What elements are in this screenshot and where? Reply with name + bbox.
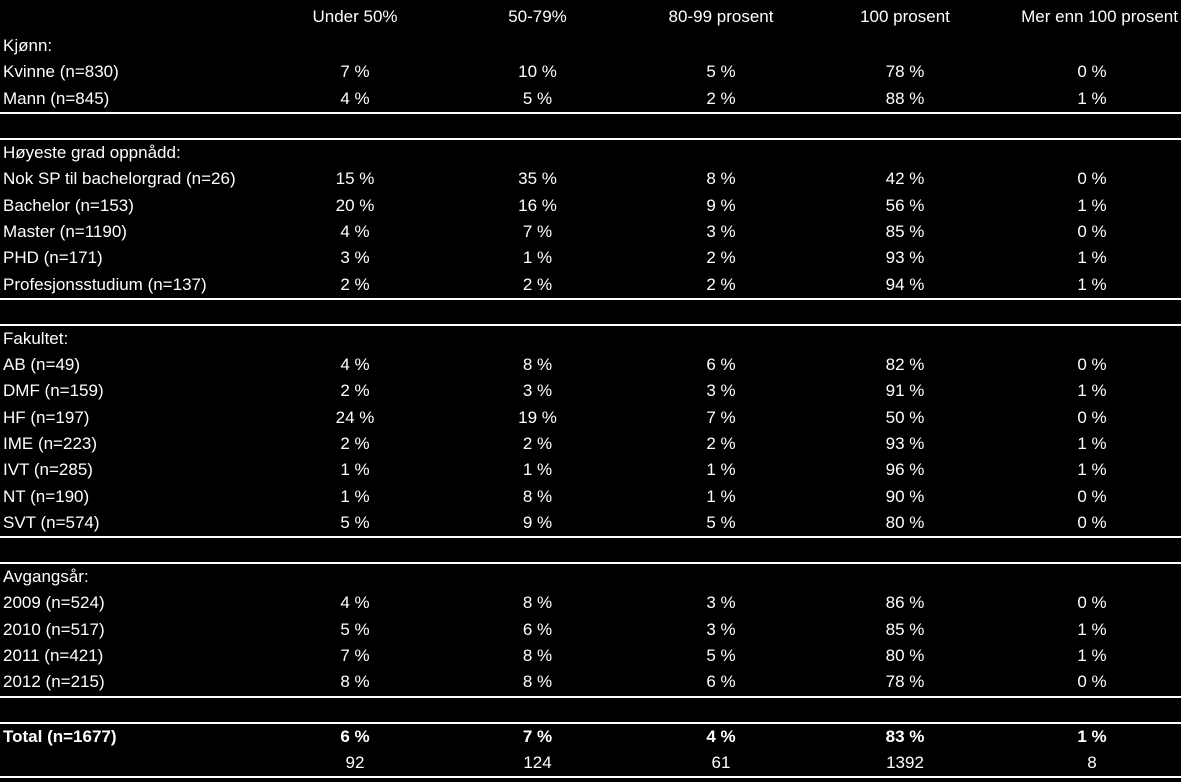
row-label: 2010 (n=517) xyxy=(3,619,105,639)
value-cell: 9 % xyxy=(440,510,635,537)
value-cell: 4 % xyxy=(340,221,370,241)
empty-cell xyxy=(440,697,635,723)
section-spacer xyxy=(0,537,1181,563)
value-cell: 86 % xyxy=(885,593,925,613)
empty-cell xyxy=(635,537,807,563)
empty-cell xyxy=(0,697,270,723)
value-cell: 5 % xyxy=(270,510,440,537)
value-cell: 82 % xyxy=(885,355,925,375)
value-cell: 2 % xyxy=(440,271,635,298)
value-cell: 7 % xyxy=(340,646,370,666)
value-cell: 1 % xyxy=(1003,86,1181,113)
row-label: Nok SP til bachelorgrad (n=26) xyxy=(3,169,236,189)
value-cell: 91 % xyxy=(885,381,925,401)
empty-cell xyxy=(270,33,440,59)
value-cell: 20 % xyxy=(335,195,375,215)
empty-cell xyxy=(807,325,1003,352)
value-cell: 93 % xyxy=(885,248,925,268)
value-cell: 1 % xyxy=(1003,271,1181,298)
total-row xyxy=(0,723,1181,750)
section-spacer xyxy=(0,299,1181,325)
value-cell: 8 % xyxy=(270,669,440,696)
value-cell: 80 % xyxy=(885,646,925,666)
total-count-row xyxy=(0,750,1181,777)
total-value-cell: 1 % xyxy=(1003,723,1181,750)
empty-cell xyxy=(440,33,635,59)
column-header: Under 50% xyxy=(312,6,398,26)
value-cell: 8 % xyxy=(522,593,553,613)
empty-cell xyxy=(635,139,807,166)
section-spacer xyxy=(0,113,1181,139)
table-row xyxy=(0,617,1181,643)
value-cell: 4 % xyxy=(340,355,370,375)
empty-cell xyxy=(807,299,1003,325)
value-cell: 90 % xyxy=(885,486,925,506)
value-cell: 0 % xyxy=(1077,593,1107,613)
value-cell: 5 % xyxy=(706,62,736,82)
value-cell: 78 % xyxy=(885,62,925,82)
value-cell: 0 % xyxy=(1003,510,1181,537)
table-row xyxy=(0,86,1181,113)
value-cell: 80 % xyxy=(807,510,1003,537)
row-label: AB (n=49) xyxy=(3,355,81,375)
empty-cell xyxy=(270,697,440,723)
empty-cell xyxy=(635,113,807,139)
empty-cell xyxy=(270,563,440,590)
value-cell: 8 % xyxy=(706,169,736,189)
value-cell: 5 % xyxy=(340,619,370,639)
value-cell: 0 % xyxy=(1077,486,1107,506)
value-cell: 1 % xyxy=(706,486,736,506)
empty-cell xyxy=(0,299,270,325)
total-label: Total (n=1677) xyxy=(0,723,270,750)
value-cell: 2 % xyxy=(706,434,736,453)
value-cell: 1 % xyxy=(1077,619,1107,639)
value-cell: 2 % xyxy=(635,86,807,113)
empty-cell xyxy=(1003,325,1181,352)
value-cell: 1 % xyxy=(706,460,736,480)
empty-cell xyxy=(635,563,807,590)
row-label: IME (n=223) xyxy=(3,434,98,453)
value-cell: 5 % xyxy=(706,646,736,666)
total-count-cell: 61 xyxy=(635,750,807,777)
empty-cell xyxy=(270,537,440,563)
table-row xyxy=(0,245,1181,271)
value-cell: 8 % xyxy=(522,486,553,506)
total-count-cell: 124 xyxy=(440,750,635,777)
total-count-cell: 92 xyxy=(270,750,440,777)
value-cell: 1 % xyxy=(1077,195,1107,215)
column-header: 100 prosent xyxy=(860,6,950,26)
section-title: Avgangsår: xyxy=(0,563,270,590)
value-cell: 8 % xyxy=(522,646,553,666)
value-cell: 94 % xyxy=(807,271,1003,298)
row-label: DMF (n=159) xyxy=(3,381,104,401)
value-cell: 6 % xyxy=(635,669,807,696)
column-header: Mer enn 100 prosent xyxy=(1021,6,1178,26)
value-cell: 4 % xyxy=(270,86,440,113)
value-cell: 88 % xyxy=(807,86,1003,113)
row-label: 2012 (n=215) xyxy=(0,669,270,696)
section-title: Kjønn: xyxy=(3,36,53,56)
value-cell: 16 % xyxy=(518,195,557,215)
empty-cell xyxy=(635,299,807,325)
value-cell: 1 % xyxy=(340,460,370,480)
value-cell: 0 % xyxy=(1077,355,1107,375)
table-row xyxy=(0,590,1181,616)
table-row xyxy=(0,219,1181,245)
empty-cell xyxy=(270,325,440,352)
total-count-cell: 8 xyxy=(1003,750,1181,777)
value-cell: 1 % xyxy=(1077,248,1107,268)
table-row xyxy=(0,431,1181,457)
empty-cell xyxy=(1003,33,1181,59)
empty-cell xyxy=(440,537,635,563)
value-cell: 3 % xyxy=(706,619,736,639)
value-cell: 15 % xyxy=(335,169,375,189)
value-cell: 3 % xyxy=(706,221,736,241)
row-label: IVT (n=285) xyxy=(3,460,93,480)
empty-cell xyxy=(1003,139,1181,166)
table-row xyxy=(0,192,1181,218)
empty-cell xyxy=(1003,299,1181,325)
empty-cell xyxy=(807,139,1003,166)
value-cell: 1 % xyxy=(340,486,370,506)
value-cell: 0 % xyxy=(1077,169,1107,189)
value-cell: 35 % xyxy=(518,169,557,189)
value-cell: 2 % xyxy=(635,271,807,298)
value-cell: 78 % xyxy=(807,669,1003,696)
value-cell: 85 % xyxy=(885,221,925,241)
value-cell: 9 % xyxy=(706,195,736,215)
header-blank-cell xyxy=(0,0,270,33)
empty-cell xyxy=(270,139,440,166)
table-row xyxy=(0,59,1181,85)
row-label: Kvinne (n=830) xyxy=(3,62,119,82)
empty-cell xyxy=(270,113,440,139)
value-cell: 2 % xyxy=(706,248,736,268)
section-title: Høyeste grad oppnådd: xyxy=(0,139,270,166)
empty-cell xyxy=(807,33,1003,59)
row-label: Master (n=1190) xyxy=(3,221,127,241)
value-cell: 96 % xyxy=(885,460,925,480)
table-row xyxy=(0,483,1181,509)
row-label: SVT (n=574) xyxy=(0,510,270,537)
value-cell: 0 % xyxy=(1003,669,1181,696)
value-cell: 2 % xyxy=(270,271,440,298)
row-label: HF (n=197) xyxy=(3,407,90,427)
value-cell: 0 % xyxy=(1077,62,1107,82)
value-cell: 2 % xyxy=(340,434,370,453)
empty-cell xyxy=(1003,537,1181,563)
column-header: 50-79% xyxy=(508,6,567,26)
section-title-row xyxy=(0,139,1181,166)
value-cell: 85 % xyxy=(885,619,925,639)
total-value-cell: 4 % xyxy=(635,723,807,750)
value-cell: 0 % xyxy=(1077,407,1107,427)
value-cell: 6 % xyxy=(522,619,553,639)
value-cell: 6 % xyxy=(706,355,736,375)
value-cell: 24 % xyxy=(335,407,375,427)
value-cell: 42 % xyxy=(885,169,925,189)
table-row xyxy=(0,457,1181,483)
row-label: Bachelor (n=153) xyxy=(3,195,134,215)
value-cell: 3 % xyxy=(706,593,736,613)
row-label: Profesjonsstudium (n=137) xyxy=(0,271,270,298)
table-row xyxy=(0,510,1181,537)
value-cell: 50 % xyxy=(885,407,925,427)
empty-cell xyxy=(440,563,635,590)
empty-cell xyxy=(635,697,807,723)
empty-cell xyxy=(440,299,635,325)
column-header: 80-99 prosent xyxy=(668,6,774,26)
empty-cell xyxy=(1003,563,1181,590)
total-count-cell: 1392 xyxy=(807,750,1003,777)
table-row xyxy=(0,352,1181,378)
table-row xyxy=(0,669,1181,696)
table-row xyxy=(0,405,1181,431)
header-row xyxy=(0,0,1181,33)
value-cell: 93 % xyxy=(885,434,925,453)
value-cell: 56 % xyxy=(885,195,925,215)
row-label: 2011 (n=421) xyxy=(3,646,104,666)
empty-cell xyxy=(807,697,1003,723)
value-cell: 2 % xyxy=(522,434,553,453)
table-row xyxy=(0,271,1181,298)
value-cell: 8 % xyxy=(440,669,635,696)
table-row xyxy=(0,166,1181,192)
section-title-row xyxy=(0,325,1181,352)
value-cell: 3 % xyxy=(522,381,553,401)
empty-cell xyxy=(0,750,270,777)
empty-cell xyxy=(440,113,635,139)
total-value-cell: 7 % xyxy=(440,723,635,750)
value-cell: 1 % xyxy=(522,248,553,268)
empty-cell xyxy=(440,139,635,166)
value-cell: 3 % xyxy=(706,381,736,401)
section-title-row xyxy=(0,563,1181,590)
table-row xyxy=(0,378,1181,404)
value-cell: 7 % xyxy=(522,221,553,241)
empty-cell xyxy=(270,299,440,325)
value-cell: 1 % xyxy=(1077,646,1107,666)
value-cell: 1 % xyxy=(1077,434,1107,453)
total-value-cell: 83 % xyxy=(807,723,1003,750)
empty-cell xyxy=(0,537,270,563)
value-cell: 8 % xyxy=(522,355,553,375)
value-cell: 1 % xyxy=(1077,460,1107,480)
empty-cell xyxy=(1003,113,1181,139)
value-cell: 7 % xyxy=(706,407,736,427)
value-cell: 1 % xyxy=(522,460,553,480)
empty-cell xyxy=(807,563,1003,590)
total-value-cell: 6 % xyxy=(270,723,440,750)
section-title-row xyxy=(0,33,1181,59)
table-row xyxy=(0,643,1181,669)
row-label: PHD (n=171) xyxy=(3,248,103,268)
value-cell: 3 % xyxy=(340,248,370,268)
row-label: NT (n=190) xyxy=(3,486,90,506)
empty-cell xyxy=(1003,697,1181,723)
value-cell: 1 % xyxy=(1077,381,1107,401)
row-label: Mann (n=845) xyxy=(0,86,270,113)
value-cell: 19 % xyxy=(518,407,557,427)
empty-cell xyxy=(807,113,1003,139)
value-cell: 4 % xyxy=(340,593,370,613)
empty-cell xyxy=(0,113,270,139)
empty-cell xyxy=(440,325,635,352)
empty-cell xyxy=(635,325,807,352)
value-cell: 7 % xyxy=(340,62,370,82)
section-title: Fakultet: xyxy=(0,325,270,352)
value-cell: 5 % xyxy=(440,86,635,113)
value-cell: 0 % xyxy=(1077,221,1107,241)
value-cell: 2 % xyxy=(340,381,370,401)
value-cell: 5 % xyxy=(635,510,807,537)
section-spacer xyxy=(0,697,1181,723)
value-cell: 10 % xyxy=(518,62,557,82)
row-label: 2009 (n=524) xyxy=(3,593,105,613)
empty-cell xyxy=(807,537,1003,563)
empty-cell xyxy=(635,33,807,59)
